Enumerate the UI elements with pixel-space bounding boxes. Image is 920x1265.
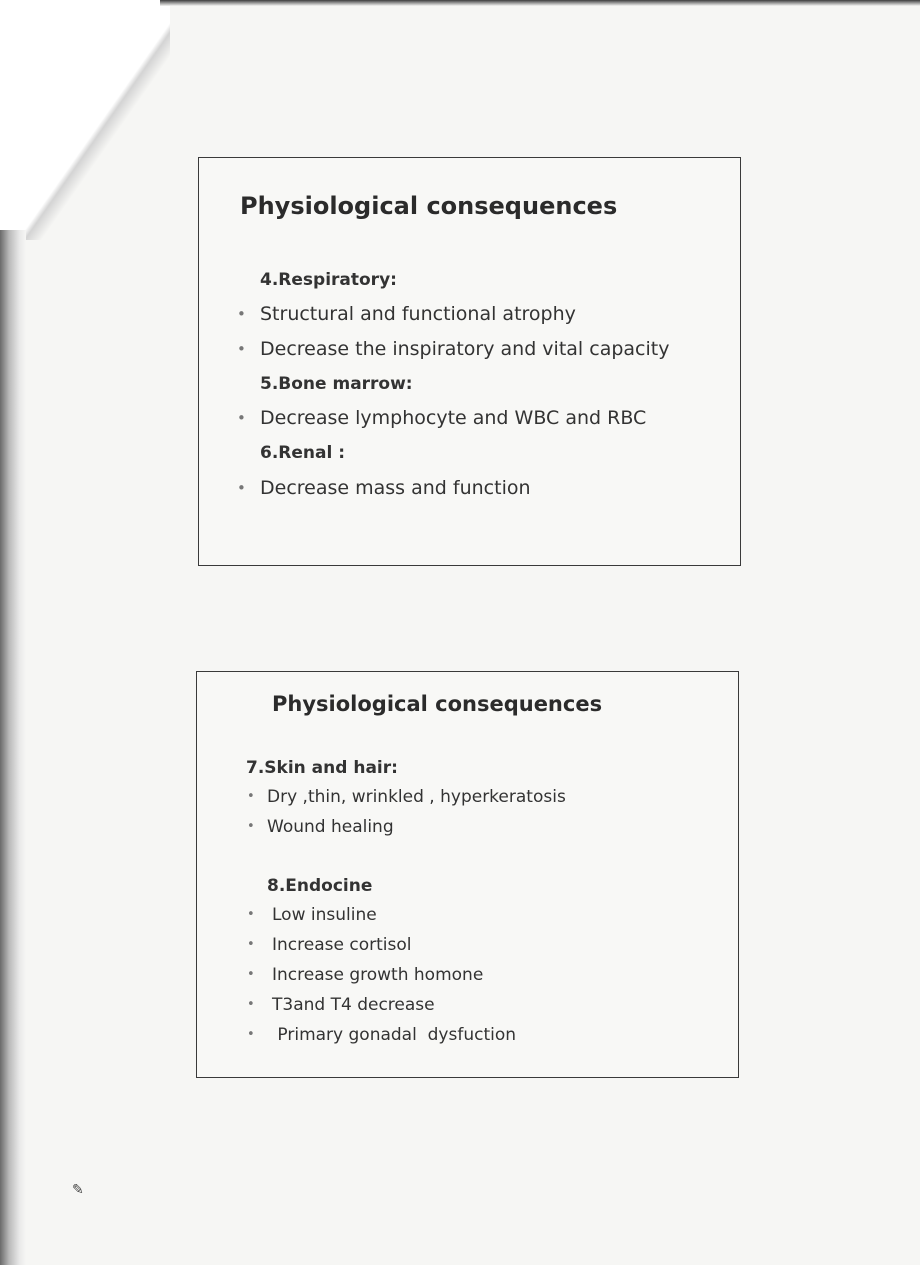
scan-edge-left <box>0 230 26 1265</box>
bullet-icon: • <box>237 409 246 427</box>
section-heading-bone-marrow: 5.Bone marrow: <box>260 374 413 394</box>
bullet-icon: • <box>237 479 246 497</box>
list-item-text: Low insuline <box>272 905 377 925</box>
list-item-text: Decrease the inspiratory and vital capacity <box>260 338 670 360</box>
section-heading-respiratory: 4.Respiratory: <box>260 270 397 290</box>
bullet-icon: • <box>247 789 255 804</box>
bullet-icon: • <box>247 937 255 952</box>
slide-title: Physiological consequences <box>240 192 618 220</box>
bullet-icon: • <box>247 997 255 1012</box>
slide-title: Physiological consequences <box>272 692 603 716</box>
scan-edge-top <box>160 0 920 6</box>
bullet-icon: • <box>247 967 255 982</box>
bullet-icon: • <box>247 819 255 834</box>
list-item-text: Structural and functional atrophy <box>260 303 576 325</box>
list-item-text: Increase cortisol <box>272 935 412 955</box>
list-item-text: Wound healing <box>267 817 394 837</box>
scan-corner-fold <box>0 0 170 240</box>
bullet-icon: • <box>247 907 255 922</box>
slide-2 <box>196 671 739 1078</box>
list-item-text: Decrease lymphocyte and WBC and RBC <box>260 407 647 429</box>
bullet-icon: • <box>247 1027 255 1042</box>
list-item-text: Dry ,thin, wrinkled , hyperkeratosis <box>267 787 566 807</box>
section-heading-skin-hair: 7.Skin and hair: <box>246 758 398 778</box>
section-heading-endocrine: 8.Endocine <box>267 876 373 896</box>
list-item-text: T3and T4 decrease <box>272 995 435 1015</box>
scan-mark-icon: ✎ <box>72 1182 84 1198</box>
list-item-text: Decrease mass and function <box>260 477 531 499</box>
bullet-icon: • <box>237 305 246 323</box>
slide-1 <box>198 157 741 566</box>
section-heading-renal: 6.Renal : <box>260 443 346 463</box>
list-item-text: Increase growth homone <box>272 965 484 985</box>
bullet-icon: • <box>237 340 246 358</box>
list-item-text: Primary gonadal dysfuction <box>272 1025 517 1045</box>
